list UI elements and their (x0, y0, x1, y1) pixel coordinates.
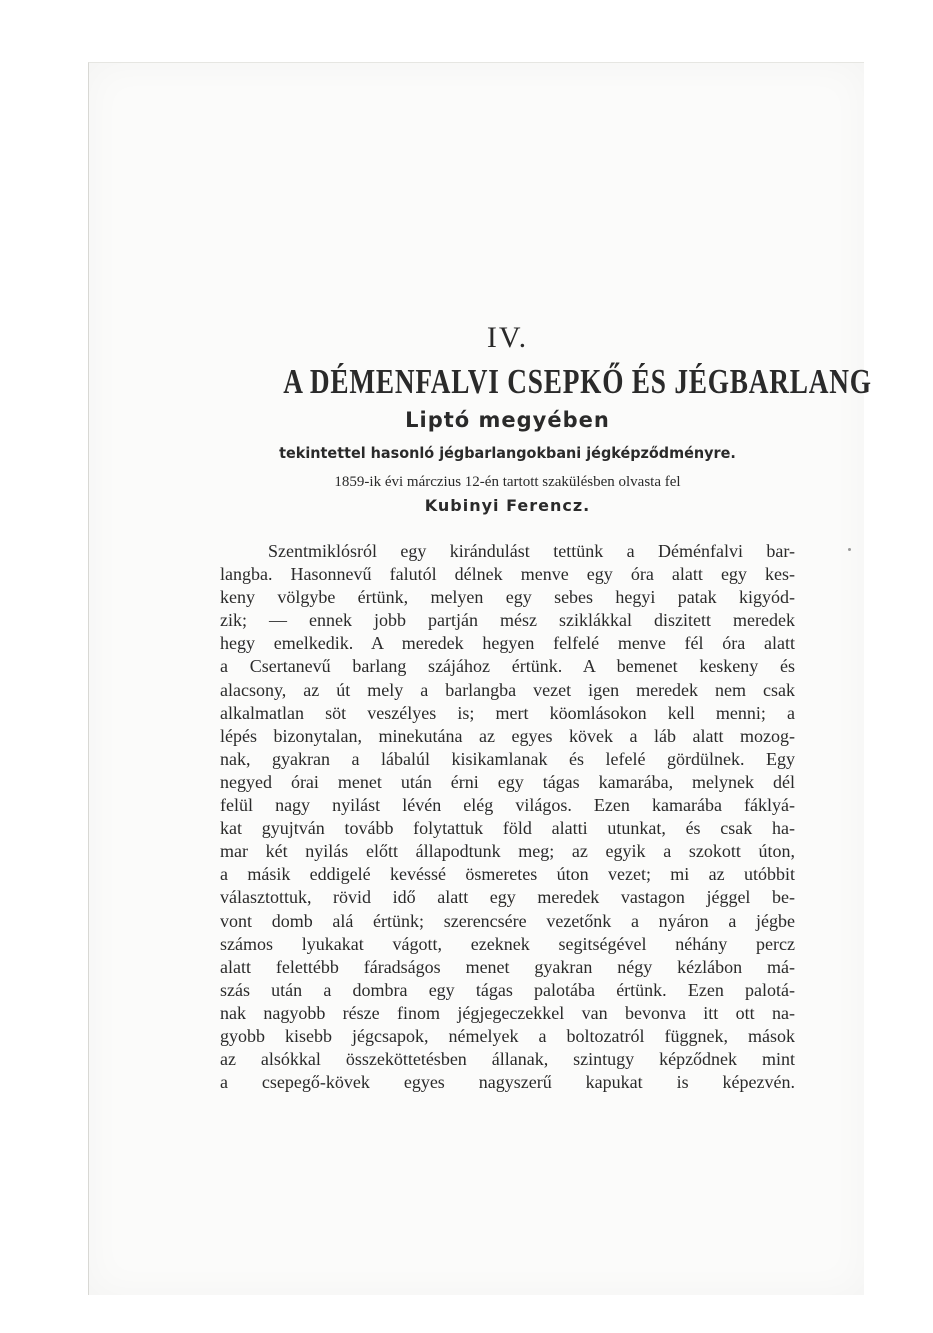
body-line: negyed órai menet után érni egy tágas kamarába, melynek dél (220, 771, 795, 792)
body-line: langba. Hasonnevű falutól délnek menve egy óra alatt egy kes- (220, 564, 795, 585)
body-line: keny völgybe értünk, melyen egy sebes hegyi patak kigyód- (220, 587, 795, 608)
body-line: választottuk, rövid idő alatt egy meredek vastagon jéggel be- (220, 887, 795, 908)
body-line: nak, gyakran a lábalúl kisikamlanak és lefelé gördülnek. Egy (220, 748, 795, 769)
body-line: nak nagyobb része finom jégjegeczekkel van bevonva itt ott na- (220, 1002, 795, 1023)
article (220, 320, 872, 1094)
body-line: zik; — ennek jobb partján mész sziklákkal diszitett meredek (220, 610, 795, 631)
body-text (220, 540, 795, 1094)
body-line: a Csertanevű barlang szájához értünk. A bemenet keskeny és (220, 656, 795, 677)
body-line: Szentmiklósról egy kirándulást tettünk a Déménfalvi bar- (268, 541, 795, 561)
body-line: vont domb alá értünk; szerencsére vezetőnk a nyáron a jégbe (220, 910, 795, 931)
article-subtitle: Liptó megyében (405, 408, 610, 432)
article-title: A DÉMENFALVI CSEPKŐ ÉS JÉGBARLANG (283, 362, 872, 401)
article-tagline: tekintettel hasonló jégbarlangokbani jégképződményre. (279, 444, 736, 462)
body-line: az alsókkal összeköttetésben állanak, szintugy képződnek mint (220, 1049, 795, 1070)
body-line: a másik eddigelé kevéssé ösmeretes úton vezet; mi az utóbbit (220, 864, 795, 885)
body-line: alacsony, az út mely a barlangba vezet igen meredek nem csak (220, 679, 795, 700)
speck-mark (848, 548, 851, 551)
session-note: 1859-ik évi márczius 12-én tartott szakülésben olvasta fel (334, 474, 681, 490)
body-line: felül nagy nyilást lévén elég világos. Ezen kamarába fáklyá- (220, 795, 795, 816)
body-line: kat gyujtván tovább folytattuk föld alatti utunkat, és csak ha- (220, 818, 795, 839)
body-line: lépés bizonytalan, minekutána az egyes kövek a láb alatt mozog- (220, 725, 795, 746)
body-line: mar két nyilás előtt állapodtunk meg; az egyik a szokott úton, (220, 841, 795, 862)
body-line: alatt felettébb fáradságos menet gyakran négy kézlábon má- (220, 956, 795, 977)
body-line: gyobb kisebb jégcsapok, némelyek a boltozatról függnek, mások (220, 1025, 795, 1046)
body-line: számos lyukakat vágott, ezeknek segitségével néhány percz (220, 933, 795, 954)
body-line: hegy emelkedik. A meredek hegyen felfelé menve fél óra alatt (220, 633, 795, 654)
body-line: a csepegő-kövek egyes nagyszerű kapukat is képezvén. (220, 1072, 795, 1093)
body-line: alkalmatlan söt veszélyes is; mert köomlásokon kell menni; a (220, 702, 795, 723)
chapter-number: IV. (486, 321, 529, 354)
author-name: Kubinyi Ferencz. (424, 496, 591, 515)
body-line: szás után a dombra egy tágas palotába értünk. Ezen palotá- (220, 979, 795, 1000)
